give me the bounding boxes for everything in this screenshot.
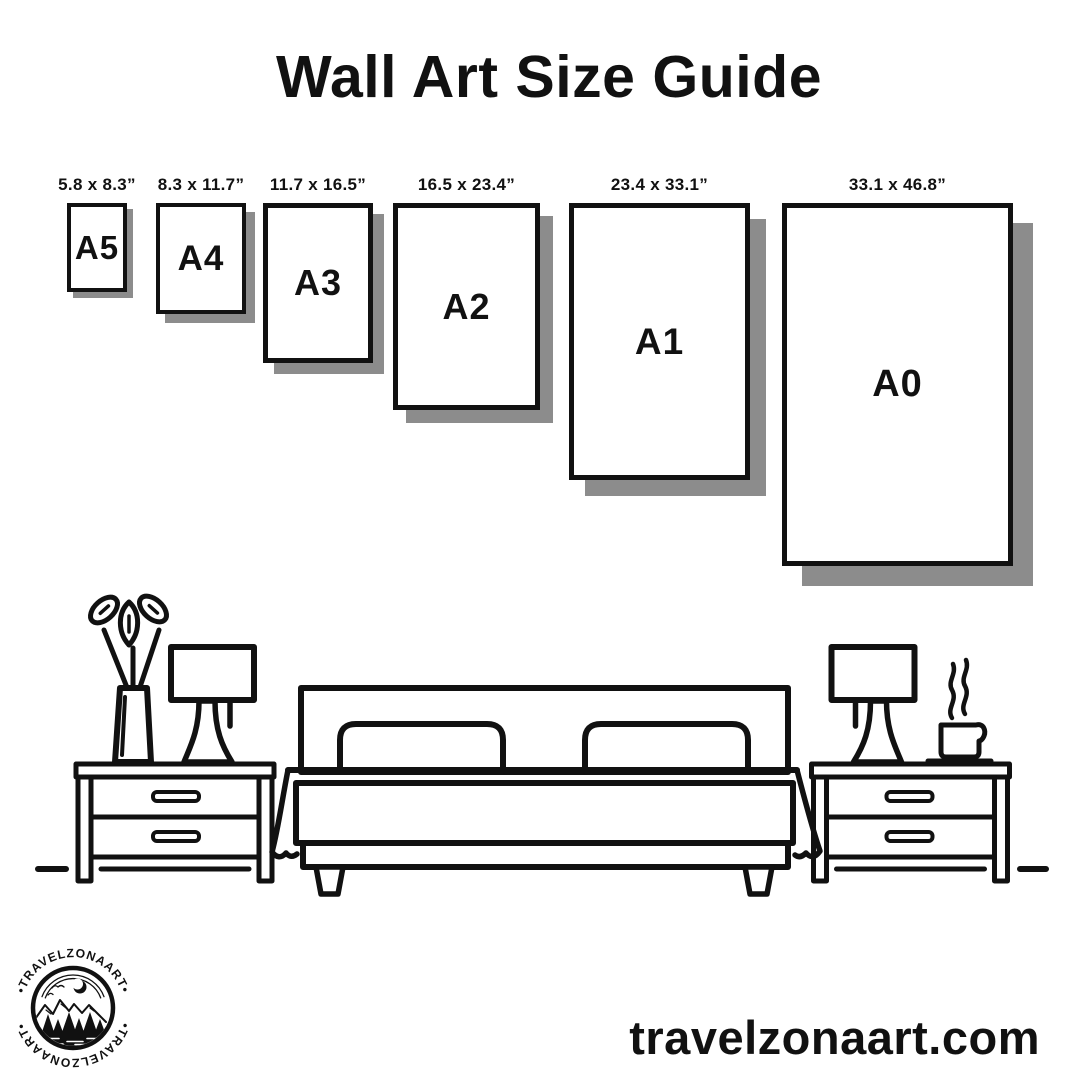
mattress-front [296, 783, 793, 843]
size-code-label: A4 [177, 238, 225, 278]
poster-box-a2 [393, 203, 540, 410]
logo-arc-text-top: •TRAVELZONAART• [13, 945, 133, 995]
poster-box-a3 [263, 203, 373, 363]
poster-box-a4 [156, 203, 246, 314]
poster-box-a5 [67, 203, 127, 292]
pillow-icon [340, 724, 503, 771]
size-item-a0 [782, 175, 1013, 566]
size-item-a1 [569, 175, 750, 480]
size-code-label: A5 [74, 228, 120, 266]
nightstand-with-lamp-icon [76, 647, 274, 881]
size-item-a4 [156, 175, 246, 314]
steam-icon [963, 660, 967, 714]
steam-icon [950, 664, 954, 718]
bed-leg [316, 867, 343, 894]
logo-arc-text-bottom: •TRAVELZONAART• [13, 1021, 133, 1071]
size-dimensions-label: 16.5 x 23.4” [417, 175, 516, 194]
moon-cutout [72, 979, 83, 990]
flower-vase-icon [86, 591, 171, 762]
bedroom-scene [0, 580, 1080, 910]
nightstand-with-lamp-right [812, 647, 1010, 881]
poster-box-a1 [569, 203, 750, 480]
size-dimensions-label: 23.4 x 33.1” [610, 175, 709, 194]
page-title: Wall Art Size Guide [275, 44, 823, 110]
size-item-a5 [58, 175, 136, 292]
size-code-label: A0 [872, 363, 923, 405]
pillow-icon [585, 724, 748, 771]
double-bed-icon [272, 688, 820, 894]
website-url: travelzonaart.com [629, 1011, 1040, 1064]
travelzonaart-logo [7, 936, 139, 1076]
size-dimensions-label: 33.1 x 46.8” [848, 175, 947, 194]
size-dimensions-label: 8.3 x 11.7” [157, 175, 245, 194]
size-code-label: A2 [442, 285, 491, 327]
coffee-cup-icon [928, 660, 991, 761]
size-dimensions-label: 11.7 x 16.5” [269, 175, 367, 194]
cup-body [941, 725, 985, 757]
poster-box-a0 [782, 203, 1013, 566]
lamp-shade [171, 647, 254, 700]
size-code-label: A1 [634, 320, 685, 362]
size-item-a2 [393, 175, 540, 410]
bed-base [303, 843, 788, 867]
lamp-stem [184, 701, 232, 762]
size-code-label: A3 [293, 262, 343, 303]
size-dimensions-label: 5.8 x 8.3” [58, 175, 136, 194]
bed-leg [745, 867, 772, 894]
size-item-a3 [263, 175, 373, 363]
